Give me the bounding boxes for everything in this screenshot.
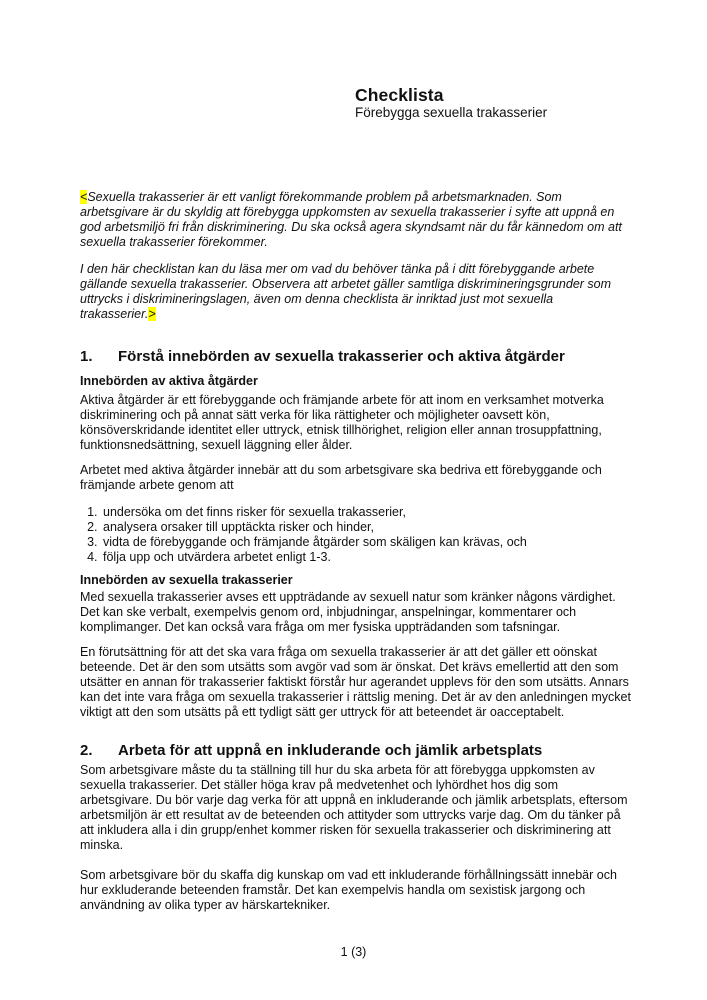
subsection-aktiva-atgarder-heading: Innebörden av aktiva åtgärder — [80, 374, 258, 388]
subsection-sexuella-trakasserier-paragraph-2: En förutsättning för att det ska vara fråga om sexuella trakasserier är att det gäller ett oönskat beteende. Det är den som utsätts som avgör vad som är önskat. Det krävs emellertid att den som utsätter en annan för trakasserier faktiskt förstår hur agerandet upplevs för den som utsätts. Annars kan det inte vara fråga om sexuella trakasserier i rättslig mening. Det är av den anledningen mycket viktigt att den som utsätts på ett tydligt sätt ger uttryck för att beteendet är oacceptabelt. — [80, 645, 631, 719]
subsection-aktiva-atgarder-paragraph-2: Arbetet med aktiva åtgärder innebär att du som arbetsgivare ska bedriva ett förebyggande och främjande arbete genom att — [80, 463, 602, 492]
section-1-heading-text: Förstå innebörden av sexuella trakasserier och aktiva åtgärder — [118, 348, 565, 365]
section-2-heading-text: Arbeta för att uppnå en inkluderande och jämlik arbetsplats — [118, 742, 543, 759]
subsection-sexuella-trakasserier-heading: Innebörden av sexuella trakasserier — [80, 573, 293, 587]
section-1-number: 1. — [80, 348, 93, 365]
intro-paragraph-2 — [80, 262, 632, 322]
highlight-close-mark: > — [148, 307, 156, 321]
list-item: 1. undersöka om det finns risker för sexuella trakasserier, — [101, 505, 632, 520]
title-block — [355, 85, 632, 120]
section-2-heading — [80, 742, 632, 760]
aktiva-atgarder-numbered-list — [80, 505, 632, 565]
list-item: 3. vidta de förebyggande och främjande åtgärder som skäligen kan krävas, och — [101, 535, 632, 550]
intro-paragraph-2-text: I den här checklistan kan du läsa mer om vad du behöver tänka på i ditt förebyggande arbete gällande sexuella trakasserier. Observera att arbetet gäller samtliga diskrimineringsgrunder som uttrycks i diskrimineringslagen, även om denna checklista är inriktad just mot sexuella trakasserier. — [80, 262, 612, 321]
section-1-heading — [80, 348, 632, 366]
section-2-paragraph-2: Som arbetsgivare bör du skaffa dig kunskap om vad ett inkluderande förhållningssätt innebär och hur exkluderande beteenden framstår. Det kan exempelvis handla om sexistisk jargong och användning av olika typer av härskartekniker. — [80, 868, 617, 912]
subsection-aktiva-atgarder-paragraph-1: Aktiva åtgärder är ett förebyggande och främjande arbete för att inom en verksamhet motverka diskriminering och på annat sätt verka för lika rättigheter och möjligheter oavsett kön, könsöverskridande identitet eller uttryck, etnisk tillhörighet, religion eller annan trosuppfattning, funktionsnedsättning, sexuell läggning eller ålder. — [80, 393, 604, 452]
document-title: Checklista — [355, 85, 444, 105]
highlight-open-mark: < — [80, 190, 88, 204]
subsection-sexuella-trakasserier-paragraph-1: Med sexuella trakasserier avses ett uppträdande av sexuell natur som kränker någons värdighet. Det kan ske verbalt, exempelvis genom ord, inbjudningar, anspelningar, kommentarer och komplimanger. Det kan också vara fråga om mer fysiska uppträdanden som tafsningar. — [80, 590, 616, 634]
section-2-paragraph-1: Som arbetsgivare måste du ta ställning till hur du ska arbeta för att förebygga uppkomsten av sexuella trakasserier. Det ställer höga krav på medvetenhet och lyhördhet hos dig som arbetsgivare. Du bör varje dag verka för att uppnå en inkluderande och jämlik arbetsplats, eftersom arbetsmiljön är ett resultat av de beteenden och attityder som uttrycks varje dag. Om du tänker på att inkludera alla i din grupp/enhet kommer risken för sexuella trakasserier och diskriminering att minska. — [80, 763, 628, 852]
list-item: 2. analysera orsaker till upptäckta risker och hinder, — [101, 520, 632, 535]
document-subtitle: Förebygga sexuella trakasserier — [355, 105, 548, 120]
intro-paragraph-1-text: Sexuella trakasserier är ett vanligt förekommande problem på arbetsmarknaden. Som arbetsgivare är du skyldig att förebygga uppkomsten av sexuella trakasserier i syfte att uppnå en god arbetsmiljö fri från diskriminering. Du ska också agera skyndsamt när du får kännedom om att sexuella trakasserier förekommer. — [80, 190, 622, 249]
section-2-number: 2. — [80, 742, 93, 759]
intro-paragraph-1 — [80, 190, 632, 250]
document-content — [80, 0, 632, 913]
page-number: 1 (3) — [340, 945, 367, 959]
list-item: 4. följa upp och utvärdera arbetet enligt 1-3. — [101, 550, 632, 565]
